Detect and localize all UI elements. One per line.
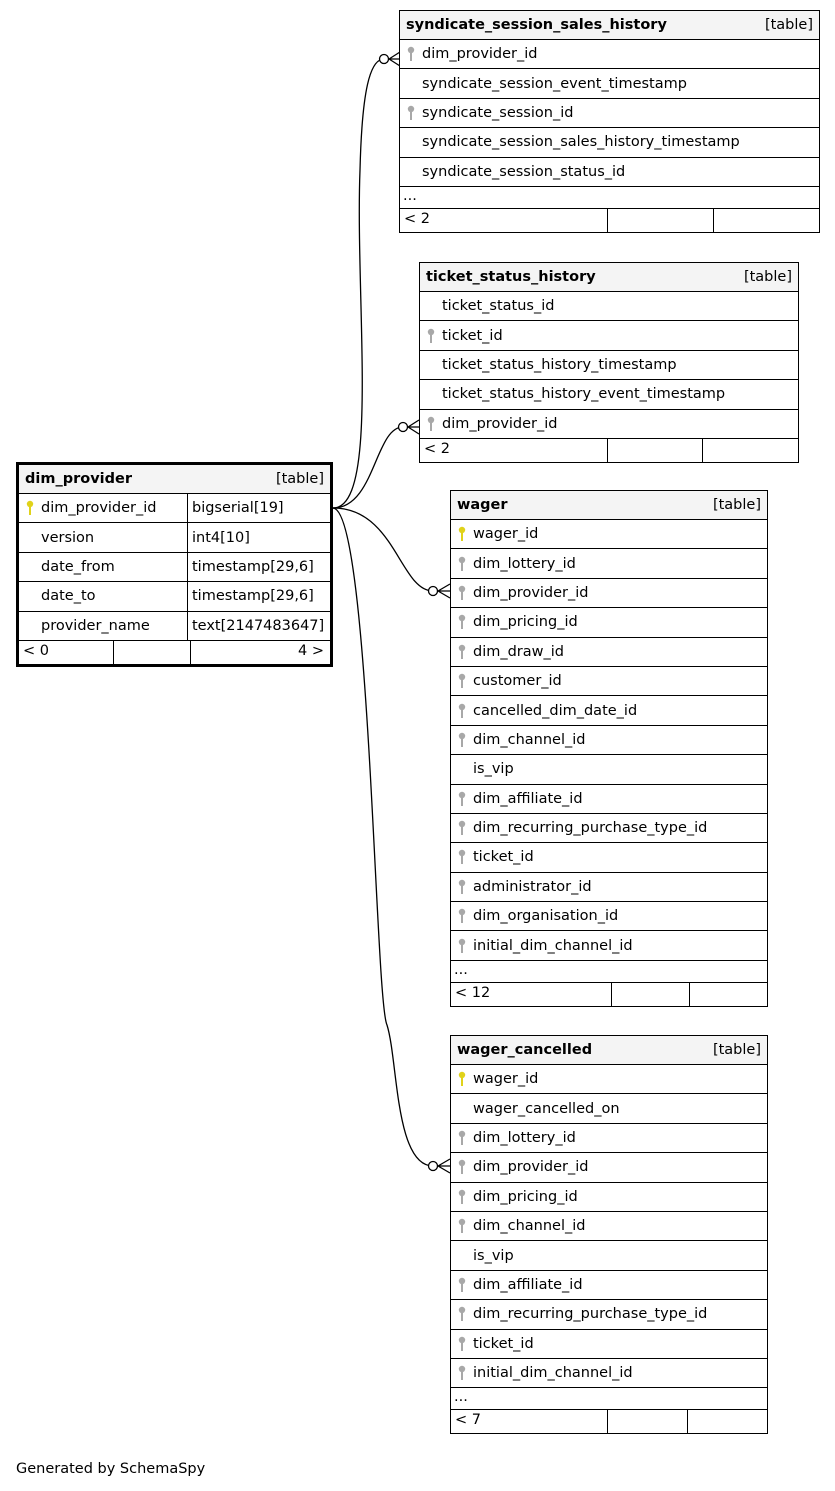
column-name: dim_pricing_id	[473, 1188, 578, 1205]
column-name: date_from	[41, 553, 188, 581]
table-name: wager_cancelled	[457, 1042, 593, 1058]
column-row[interactable]	[19, 582, 330, 611]
column-row[interactable]	[451, 1241, 767, 1270]
column-name: wager_id	[473, 526, 539, 543]
edge-wager-cancelled	[333, 508, 433, 1166]
crow-foot	[408, 420, 419, 434]
column-name: ticket_id	[442, 327, 503, 344]
table-header	[451, 491, 767, 520]
column-row[interactable]	[451, 873, 767, 902]
column-name: cancelled_dim_date_id	[473, 702, 638, 719]
column-name: ticket_id	[473, 849, 534, 866]
table-footer	[420, 439, 798, 462]
row-count	[114, 641, 191, 664]
column-name: ticket_status_id	[442, 298, 555, 315]
edge-ticket-status-history	[333, 427, 403, 508]
column-row[interactable]	[451, 1153, 767, 1182]
column-row[interactable]	[420, 380, 798, 409]
column-name: dim_organisation_id	[473, 908, 619, 925]
column-row[interactable]	[451, 579, 767, 608]
crow-foot	[438, 1159, 450, 1173]
table-wager[interactable]	[450, 490, 768, 1007]
child-count[interactable]	[714, 209, 819, 232]
column-row[interactable]	[451, 520, 767, 549]
column-row[interactable]	[19, 523, 330, 552]
foreign-key-icon	[451, 791, 473, 807]
foreign-key-icon	[451, 849, 473, 865]
foreign-key-icon	[451, 1189, 473, 1205]
table-header	[400, 11, 819, 40]
child-count[interactable]	[690, 983, 767, 1006]
foreign-key-icon	[451, 644, 473, 660]
column-name: dim_affiliate_id	[473, 790, 583, 807]
column-row[interactable]	[420, 292, 798, 321]
table-kind: [table]	[275, 471, 324, 487]
foreign-key-icon	[451, 732, 473, 748]
column-name: dim_provider_id	[442, 415, 558, 432]
column-name: initial_dim_channel_id	[473, 937, 633, 954]
column-type: bigserial[19]	[192, 500, 284, 517]
primary-key-icon	[451, 526, 473, 542]
parent-count[interactable]: < 2	[400, 209, 608, 232]
column-row[interactable]	[451, 1271, 767, 1300]
column-name: is_vip	[473, 1247, 514, 1264]
column-row[interactable]	[451, 785, 767, 814]
column-row[interactable]	[19, 494, 330, 523]
column-row[interactable]	[451, 1065, 767, 1094]
column-name: ticket_status_history_event_timestamp	[442, 386, 726, 403]
column-row[interactable]	[400, 128, 819, 157]
column-row[interactable]	[451, 1359, 767, 1388]
table-kind: [table]	[712, 497, 761, 513]
column-type: timestamp[29,6]	[192, 558, 314, 575]
column-name: syndicate_session_status_id	[422, 163, 626, 180]
child-count[interactable]	[703, 439, 798, 462]
column-name: version	[41, 523, 188, 551]
foreign-key-icon	[420, 328, 442, 344]
column-name: ticket_id	[473, 1335, 534, 1352]
foreign-key-icon	[451, 938, 473, 954]
column-name: syndicate_session_event_timestamp	[422, 75, 687, 92]
parent-count[interactable]: < 12	[451, 983, 612, 1006]
foreign-key-icon	[451, 908, 473, 924]
foreign-key-icon	[451, 1336, 473, 1352]
column-row[interactable]	[451, 696, 767, 725]
more-columns[interactable]: ...	[400, 187, 819, 209]
column-type: timestamp[29,6]	[192, 588, 314, 605]
edge-end-circle	[380, 55, 389, 64]
column-name: dim_provider_id	[473, 584, 589, 601]
foreign-key-icon	[451, 1277, 473, 1293]
table-header	[19, 465, 330, 494]
edge-wager	[333, 508, 433, 591]
foreign-key-icon	[400, 46, 422, 62]
foreign-key-icon	[451, 614, 473, 630]
column-row[interactable]	[451, 1094, 767, 1123]
table-header	[451, 1036, 767, 1065]
table-header	[420, 263, 798, 292]
column-name: dim_lottery_id	[473, 1129, 576, 1146]
column-name: dim_recurring_purchase_type_id	[473, 820, 708, 837]
table-name: ticket_status_history	[426, 269, 596, 285]
column-name: dim_lottery_id	[473, 555, 576, 572]
column-name: dim_channel_id	[473, 1218, 586, 1235]
column-name: ticket_status_history_timestamp	[442, 356, 677, 373]
crow-foot	[438, 584, 450, 598]
foreign-key-icon	[451, 1365, 473, 1381]
column-row[interactable]	[400, 99, 819, 128]
row-count	[608, 1410, 688, 1433]
column-name: wager_id	[473, 1071, 539, 1088]
edge-end-circle	[429, 1162, 438, 1171]
column-row[interactable]	[451, 1330, 767, 1359]
column-name: dim_recurring_purchase_type_id	[473, 1306, 708, 1323]
table-dim-provider[interactable]	[16, 462, 333, 667]
column-name: administrator_id	[473, 878, 592, 895]
child-count[interactable]	[688, 1410, 767, 1433]
primary-key-icon	[451, 1071, 473, 1087]
table-syndicate-session-sales-history[interactable]	[399, 10, 820, 233]
column-row[interactable]	[19, 553, 330, 582]
column-row[interactable]	[451, 549, 767, 578]
row-count	[608, 439, 703, 462]
edge-syndicate-session-sales-history	[333, 59, 384, 508]
column-name: syndicate_session_sales_history_timestamp	[422, 134, 740, 151]
edge-end-circle	[399, 423, 408, 432]
table-kind: [table]	[712, 1042, 761, 1058]
edge-end-circle	[429, 587, 438, 596]
table-wager-cancelled[interactable]	[450, 1035, 768, 1434]
table-name: dim_provider	[25, 471, 132, 487]
parent-count[interactable]: < 7	[451, 1410, 608, 1433]
column-name: dim_draw_id	[473, 643, 565, 660]
foreign-key-icon	[451, 703, 473, 719]
column-name: dim_affiliate_id	[473, 1276, 583, 1293]
column-name: wager_cancelled_on	[473, 1100, 620, 1117]
table-name: syndicate_session_sales_history	[406, 17, 667, 33]
column-row[interactable]	[451, 1124, 767, 1153]
table-name: wager	[457, 497, 508, 513]
more-columns[interactable]: ...	[451, 961, 767, 983]
column-row[interactable]	[451, 755, 767, 784]
parent-count[interactable]: < 2	[420, 439, 608, 462]
column-row[interactable]	[400, 40, 819, 69]
foreign-key-icon	[400, 105, 422, 121]
column-row[interactable]	[451, 638, 767, 667]
foreign-key-icon	[451, 1218, 473, 1234]
column-type: int4[10]	[192, 529, 250, 546]
column-name: dim_pricing_id	[473, 614, 578, 631]
foreign-key-icon	[451, 1306, 473, 1322]
parent-count[interactable]: < 0	[19, 641, 114, 664]
foreign-key-icon	[451, 673, 473, 689]
column-name: provider_name	[41, 612, 188, 640]
column-row[interactable]	[451, 1212, 767, 1241]
generated-by-footer: Generated by SchemaSpy	[16, 1461, 206, 1477]
column-name: date_to	[41, 582, 188, 610]
foreign-key-icon	[451, 585, 473, 601]
column-row[interactable]	[19, 612, 330, 641]
column-name: syndicate_session_id	[422, 104, 574, 121]
table-footer	[19, 641, 330, 664]
foreign-key-icon	[420, 416, 442, 432]
column-row[interactable]	[451, 843, 767, 872]
foreign-key-icon	[451, 556, 473, 572]
foreign-key-icon	[451, 1159, 473, 1175]
primary-key-icon	[19, 500, 41, 516]
column-row[interactable]	[420, 321, 798, 350]
foreign-key-icon	[451, 879, 473, 895]
column-row[interactable]	[451, 726, 767, 755]
column-name: dim_provider_id	[473, 1159, 589, 1176]
column-row[interactable]	[451, 814, 767, 843]
column-row[interactable]	[451, 1183, 767, 1212]
row-count	[612, 983, 690, 1006]
row-count	[608, 209, 714, 232]
column-row[interactable]	[420, 351, 798, 380]
column-row[interactable]	[451, 931, 767, 960]
column-row[interactable]	[400, 69, 819, 98]
foreign-key-icon	[451, 820, 473, 836]
column-row[interactable]	[451, 1300, 767, 1329]
table-kind: [table]	[743, 269, 792, 285]
column-name: is_vip	[473, 761, 514, 778]
foreign-key-icon	[451, 1130, 473, 1146]
column-row[interactable]	[420, 410, 798, 439]
column-name: initial_dim_channel_id	[473, 1365, 633, 1382]
column-type: text[2147483647]	[192, 617, 325, 634]
table-kind: [table]	[764, 17, 813, 33]
table-footer	[451, 983, 767, 1006]
column-name: customer_id	[473, 673, 562, 690]
column-name: dim_provider_id	[41, 494, 188, 522]
child-count[interactable]: 4 >	[298, 642, 324, 659]
table-ticket-status-history[interactable]	[419, 262, 799, 463]
table-footer	[451, 1410, 767, 1433]
column-name: dim_provider_id	[422, 46, 538, 63]
column-name: dim_channel_id	[473, 731, 586, 748]
table-footer	[400, 209, 819, 232]
column-row[interactable]	[400, 158, 819, 187]
more-columns[interactable]: ...	[451, 1388, 767, 1410]
column-row[interactable]	[451, 608, 767, 637]
column-row[interactable]	[451, 902, 767, 931]
column-row[interactable]	[451, 667, 767, 696]
